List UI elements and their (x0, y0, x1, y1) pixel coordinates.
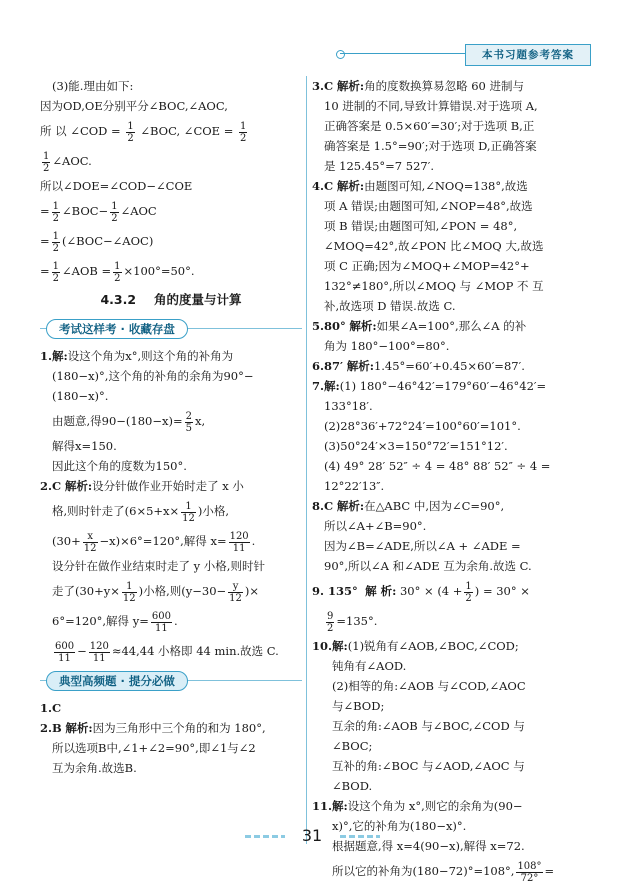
text-line: 项 A 错误;由题图可知,∠NOP=48°,故选 (324, 199, 533, 213)
text-span: 1.45°=60′+0.45×60′=87′. (373, 359, 525, 373)
text-span: 所以它的补角为(180−72)°=108°, (332, 864, 515, 878)
analysis-label: 解 析: (365, 584, 397, 598)
fraction (110, 201, 118, 224)
text-span: x, (194, 414, 206, 428)
text-line: ∠MOQ=42°,故∠PON 比∠MOQ 大,故选 (324, 239, 544, 253)
fraction (54, 641, 75, 664)
numerator: 9 (327, 610, 334, 622)
analysis-label: 解析: (336, 499, 365, 513)
text-line (312, 636, 587, 656)
numerator: 2 (185, 410, 192, 422)
text-line (312, 316, 587, 336)
text-span: 走了(30+y× (52, 584, 120, 598)
fraction (228, 581, 243, 604)
question-number: 5.80° (312, 319, 346, 333)
column-divider (306, 76, 307, 844)
question-number: 8.C (312, 499, 334, 513)
denominator: 12 (182, 512, 195, 524)
numerator: x (83, 531, 98, 543)
text-line: 是 125.45°=7 527′. (324, 159, 434, 173)
text-line: 正确答案是 0.5×60′=30′;对于选项 B,正 (324, 119, 535, 133)
text-line: (180−x)°,这个角的补角的余角为90°− (52, 369, 254, 383)
text-line: 根据题意,得 x=4(90−x),解得 x=72. (332, 839, 525, 853)
text-line: (3)能.理由如下: (52, 79, 134, 93)
denominator: 11 (58, 652, 71, 664)
text-span: =135°. (336, 614, 378, 628)
text-span: ∠AOC (120, 204, 157, 218)
text-line: 项 B 错误;由题图可知,∠PON = 48°, (324, 219, 518, 233)
banner-label: 考试这样考 · 收藏存盘 (46, 319, 188, 339)
text-span: 由题图可知,∠NOQ=138°,故选 (364, 179, 528, 193)
text-span: 6°=120°,解得 y= (52, 614, 149, 628)
fraction (42, 151, 50, 174)
text-span: ∠BOC, ∠COE = (140, 124, 234, 138)
text-span: ∠AOC. (52, 154, 92, 168)
text-line: 项 C 正确;因为∠MOQ+∠MOP=42°+ (324, 259, 530, 273)
banner-label: 典型高频题 · 提分必做 (46, 671, 188, 691)
text-line: (180−x)°. (52, 389, 109, 403)
numerator: 1 (127, 120, 134, 132)
denominator: 2 (127, 132, 134, 144)
text-line: 所以∠DOE=∠COD−∠COE (40, 179, 193, 193)
text-line: 因此这个角的度数为150°. (52, 459, 187, 473)
numerator: 1 (181, 501, 196, 513)
text-span: ∠AOB = (62, 264, 112, 278)
numerator: 120 (229, 530, 249, 542)
text-span: −x)×6°=120°,解得 x= (99, 534, 227, 548)
right-column (312, 76, 587, 886)
math-line (40, 196, 302, 226)
text-line (312, 796, 587, 816)
text-span: )小格, (197, 504, 230, 518)
text-line (40, 718, 302, 738)
page-number: 31 (301, 826, 323, 845)
math-line (40, 256, 302, 286)
denominator: 72° (520, 872, 539, 884)
text-span: (30+ (52, 534, 81, 548)
numerator: 120 (89, 640, 109, 652)
text-line: 133°18′. (324, 399, 373, 413)
denominator: 2 (240, 132, 247, 144)
text-span: ×100°=50°. (123, 264, 195, 278)
analysis-label: 解析: (349, 319, 377, 333)
text-span: = (40, 234, 50, 248)
section-title-text: 角的度量与计算 (154, 292, 242, 307)
math-line (312, 606, 587, 636)
text-line: 互余的角:∠AOB 与∠BOC,∠COD 与 (332, 719, 525, 733)
text-line: 132°≠180°,所以∠MOQ 与 ∠MOP 不 互 (324, 279, 544, 293)
analysis-label: 解析: (336, 179, 365, 193)
fraction (239, 121, 247, 144)
math-line (40, 116, 302, 146)
denominator: 2 (52, 242, 60, 254)
header-dot-ornament (336, 50, 345, 59)
question-number: 2.C (40, 479, 62, 493)
denominator: 5 (185, 422, 192, 434)
text-line: (2)相等的角:∠AOB 与∠COD,∠AOC (332, 679, 526, 693)
question-number: 9. 135° (312, 584, 358, 598)
analysis-label: 解析: (336, 79, 365, 93)
math-line (40, 576, 302, 606)
text-span: ) = 30° × (474, 584, 530, 598)
text-line: 解得x=150. (52, 439, 117, 453)
numerator: 1 (122, 581, 137, 593)
text-span: 因为三角形中三个角的和为 180°, (92, 721, 266, 735)
section-banner (40, 668, 302, 694)
numerator: 1 (111, 200, 118, 212)
question-number: 7.解: (312, 379, 340, 393)
text-line: 与∠BOD; (332, 699, 385, 713)
text-line (40, 476, 302, 496)
denominator: 2 (111, 212, 118, 224)
question-number: 2.B (40, 721, 62, 735)
denominator: 2 (465, 592, 472, 604)
question-number: 1.解: (40, 349, 68, 363)
denominator: 12 (229, 592, 242, 604)
numerator: 1 (52, 200, 60, 212)
text-span: = (40, 204, 50, 218)
text-line: 因为∠B=∠ADE,所以∠A + ∠ADE = (324, 539, 521, 553)
text-line (312, 496, 587, 516)
numerator: 600 (55, 640, 75, 652)
numerator: 600 (151, 610, 171, 622)
denominator: 11 (232, 542, 246, 554)
text-span: (1) 180°−46°42′=179°60′−46°42′= (339, 379, 547, 393)
fraction (83, 531, 98, 554)
fraction (113, 261, 121, 284)
analysis-label: 解析: (65, 721, 93, 735)
text-line (312, 356, 587, 376)
text-span: )× (244, 584, 260, 598)
numerator: 1 (43, 150, 50, 162)
text-line: 设分针在做作业结束时走了 y 小格,则时针 (52, 559, 265, 573)
numerator: 108° (517, 860, 542, 872)
math-line (312, 856, 587, 886)
numerator: 1 (52, 260, 60, 272)
fraction (151, 611, 172, 634)
text-line (40, 698, 302, 718)
question-number: 3.C (312, 79, 334, 93)
text-span: 角的度数换算易忽略 60 进制与 (364, 79, 525, 93)
text-line: 10 进制的不同,导致计算错误.对于选项 A, (324, 99, 538, 113)
text-span: (∠BOC−∠AOC) (62, 234, 154, 248)
denominator: 11 (92, 652, 106, 664)
fraction (52, 231, 60, 254)
denominator: 11 (155, 622, 168, 634)
fraction (181, 501, 196, 524)
denominator: 12 (122, 592, 136, 604)
text-span: (1)锐角有∠AOB,∠BOC,∠COD; (347, 639, 519, 653)
text-line (312, 76, 587, 96)
math-line (40, 526, 302, 556)
text-line: 互补的角:∠BOC 与∠AOD,∠AOC 与 (332, 759, 525, 773)
text-span: 如果∠A=100°,那么∠A 的补 (376, 319, 527, 333)
numerator: 1 (465, 580, 472, 592)
question-number: 4.C (312, 179, 334, 193)
math-line (40, 606, 302, 636)
text-line: (3)50°24′×3=150°72′=151°12′. (324, 439, 508, 453)
numerator: 1 (240, 120, 247, 132)
text-line: 12°22′13″. (324, 479, 385, 493)
fraction (122, 581, 137, 604)
text-line: 所以选项B中,∠1+∠2=90°,即∠1与∠2 (52, 741, 256, 755)
text-line: (4) 49° 28′ 52″ ÷ 4 = 48° 88′ 52″ ÷ 4 = (324, 459, 551, 473)
text-line: 所以∠A+∠B=90°. (324, 519, 427, 533)
fraction (326, 611, 334, 634)
text-line: 角为 180°−100°=80°. (324, 339, 450, 353)
text-line: x)°,它的补角为(180−x)°. (332, 819, 467, 833)
text-span: = (544, 864, 555, 878)
text-span: 设这个角为 x°,则它的余角为(90− (347, 799, 523, 813)
numerator: 1 (114, 260, 121, 272)
text-line: 确答案是 1.5°=90′;对于选项 D,正确答案 (324, 139, 537, 153)
text-line: (2)28°36′+72°24′=100°60′=101°. (324, 419, 521, 433)
fraction (89, 641, 110, 664)
text-span: )小格,则(y−30− (138, 584, 227, 598)
denominator: 12 (83, 542, 97, 554)
text-line (312, 176, 587, 196)
text-span: 设这个角为x°,则这个角的补角为 (67, 349, 234, 363)
text-span: ≈44,44 小格即 44 min.故选 C. (111, 644, 279, 658)
question-number: 10.解: (312, 639, 348, 653)
text-line: 90°,所以∠A 和∠ADE 互为余角.故选 C. (324, 559, 532, 573)
text-line: 互为余角.故选B. (52, 761, 137, 775)
text-span: . (173, 614, 178, 628)
text-span: . (251, 534, 256, 548)
text-span: 由题意,得90−(180−x)= (52, 414, 183, 428)
text-span: 所 以 ∠COD = (40, 124, 121, 138)
text-line (312, 376, 587, 396)
math-line (40, 146, 302, 176)
math-line (40, 406, 302, 436)
text-line (40, 346, 302, 366)
text-line: ∠BOC; (332, 739, 373, 753)
fraction (516, 861, 542, 884)
text-line: ∠BOD. (332, 779, 373, 793)
text-line: 钝角有∠AOD. (332, 659, 407, 673)
denominator: 2 (52, 272, 60, 284)
text-line: 补,故选项 D 错误.故选 C. (324, 299, 456, 313)
text-span: 设分针做作业开始时走了 x 小 (92, 479, 244, 493)
question-number: 6.87′ (312, 359, 344, 373)
fraction (464, 581, 472, 604)
text-line: 因为OD,OE分别平分∠BOC,∠AOC, (40, 99, 228, 113)
question-number: 11.解: (312, 799, 348, 813)
numerator: 1 (52, 230, 60, 242)
text-span: − (77, 644, 87, 658)
text-span: ∠BOC− (62, 204, 109, 218)
section-banner (40, 316, 302, 342)
analysis-label: 解析: (346, 359, 374, 373)
math-line (40, 636, 302, 666)
left-column (40, 76, 302, 778)
fraction (52, 261, 60, 284)
denominator: 2 (43, 162, 50, 174)
math-line (40, 226, 302, 256)
text-span: 在△ABC 中,因为∠C=90°, (364, 499, 505, 513)
analysis-label: 解析: (64, 479, 93, 493)
denominator: 2 (327, 622, 334, 634)
fraction (229, 531, 250, 554)
math-line (40, 496, 302, 526)
fraction (126, 121, 134, 144)
fraction (52, 201, 60, 224)
text-span: 30° × (4 + (399, 584, 463, 598)
section-title (40, 286, 302, 314)
header-tab: 本书习题参考答案 (465, 44, 591, 66)
text-span: = (40, 264, 50, 278)
question-number: 1.C (40, 701, 62, 715)
numerator: y (228, 581, 243, 593)
section-number: 4.3.2 (100, 292, 137, 307)
fraction (185, 411, 193, 434)
denominator: 2 (52, 212, 60, 224)
text-span: 格,则时针走了(6×5+x× (52, 504, 180, 518)
denominator: 2 (114, 272, 121, 284)
math-line (312, 576, 587, 606)
